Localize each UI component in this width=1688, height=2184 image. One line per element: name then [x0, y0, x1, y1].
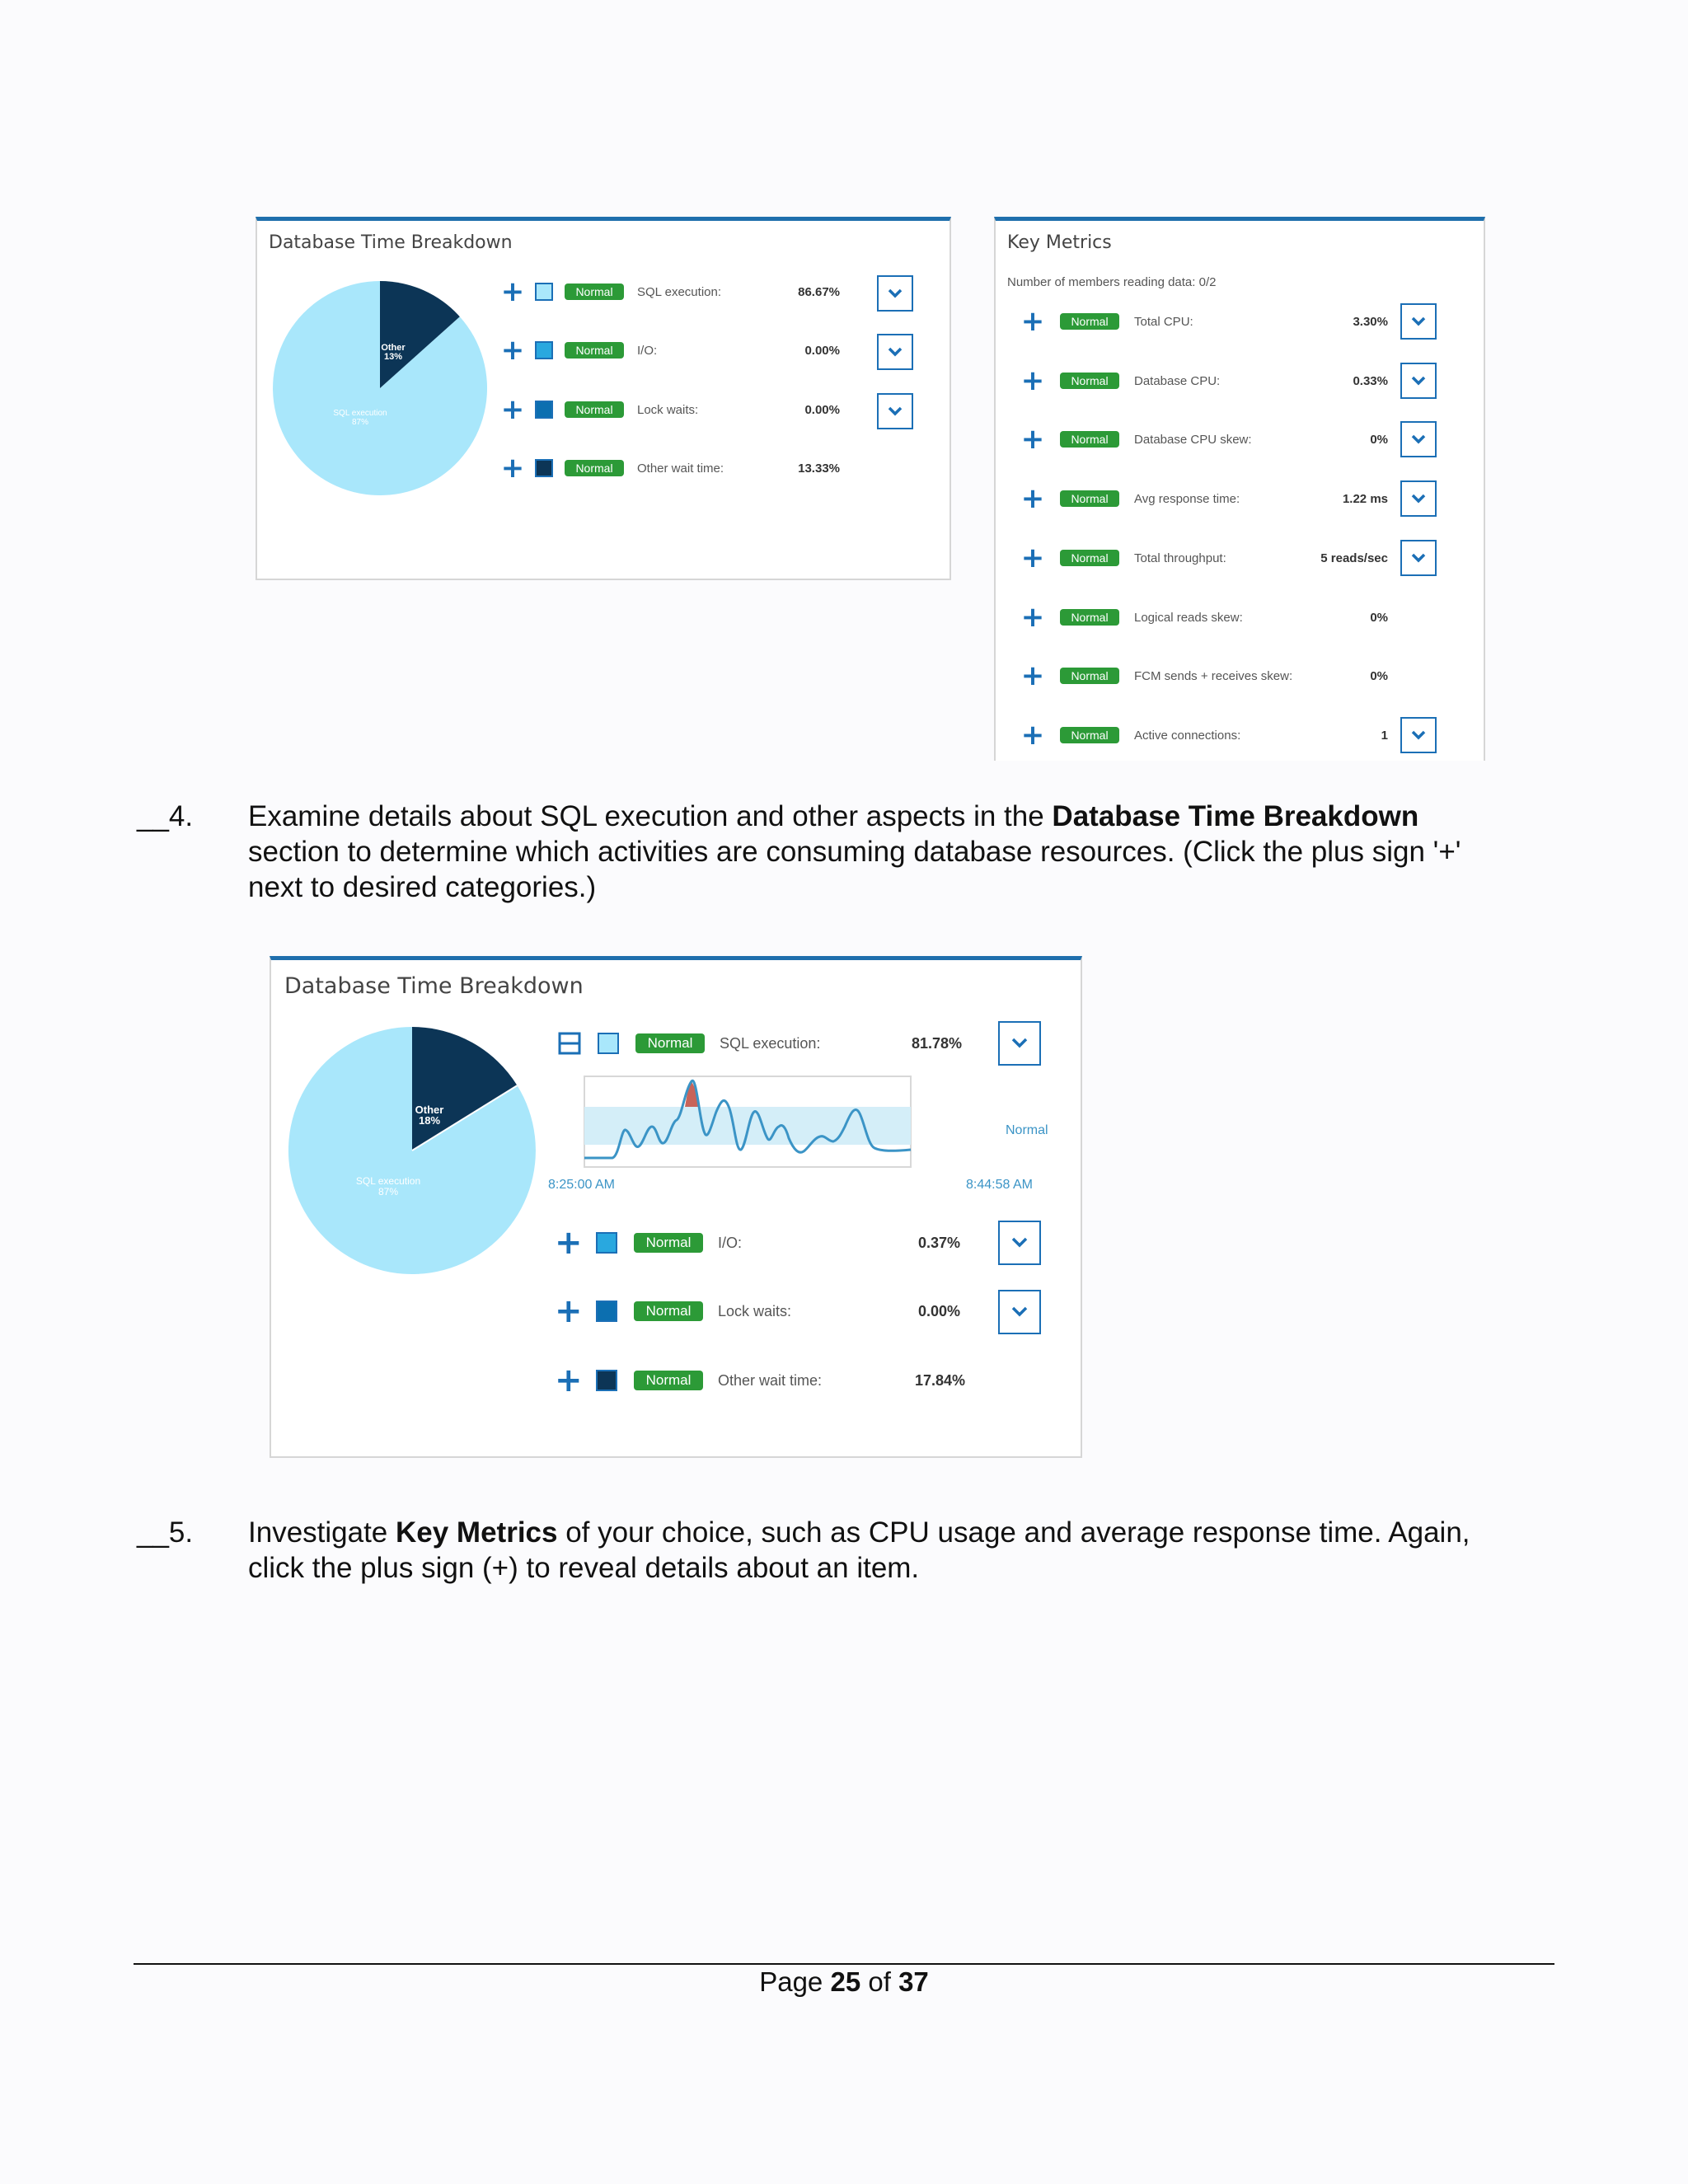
expand-plus-icon[interactable]: + [555, 1292, 583, 1330]
chevron-down-icon [887, 405, 903, 417]
metric-label: I/O: [637, 343, 658, 358]
dropdown-button[interactable] [998, 1290, 1041, 1334]
metric-value: 0.37% [917, 1234, 960, 1251]
swatch-other-wait [596, 1370, 617, 1391]
pie-label-other-pct: 18% [418, 1114, 441, 1127]
metric-label: Database CPU: [1134, 373, 1221, 388]
metric-label: Database CPU skew: [1134, 432, 1252, 447]
pie-label-other [381, 343, 406, 362]
expand-plus-icon[interactable]: + [500, 334, 525, 367]
metric-value: 0.00% [917, 1302, 960, 1319]
status-badge: Normal [565, 460, 624, 476]
db-time-breakdown-panel [256, 217, 951, 580]
current-page: 25 [830, 1966, 861, 1997]
expand-plus-icon[interactable]: + [1020, 601, 1045, 634]
expand-plus-icon[interactable]: + [1020, 482, 1045, 515]
breakdown-row-lock-waits [555, 1292, 960, 1330]
dropdown-button[interactable] [1400, 717, 1437, 753]
pie-label-other-name: Other [381, 343, 406, 353]
key-metric-row [1020, 482, 1388, 515]
pie-label-other-pct: 13% [383, 352, 403, 362]
collapse-minus-icon[interactable] [558, 1032, 581, 1055]
metric-value: 0% [1370, 668, 1388, 683]
metric-value: 17.84% [914, 1371, 965, 1389]
expand-plus-icon[interactable]: + [1020, 305, 1045, 338]
metric-label: I/O: [718, 1234, 743, 1251]
pie-label-sql-name: SQL execution [355, 1175, 421, 1187]
footer-rule [134, 1963, 1554, 1965]
metric-value: 5 reads/sec [1320, 551, 1388, 565]
chevron-down-icon [1010, 1236, 1029, 1249]
breakdown-row-io [555, 1224, 960, 1262]
status-badge: Normal [634, 1371, 703, 1390]
swatch-other-wait [535, 459, 553, 477]
sparkline-start-time: 8:25:00 AM [548, 1178, 615, 1192]
step-5-number: __5. [137, 1516, 194, 1549]
dropdown-button[interactable] [998, 1221, 1041, 1265]
dropdown-button[interactable] [1400, 421, 1437, 457]
chevron-down-icon [1010, 1037, 1029, 1050]
swatch-io [596, 1232, 617, 1254]
metric-label: Other wait time: [718, 1371, 823, 1389]
status-badge: Normal [1060, 431, 1119, 448]
status-badge: Normal [1060, 609, 1119, 626]
key-metric-row [1020, 305, 1388, 338]
status-badge: Normal [634, 1301, 703, 1321]
metric-value: 0.33% [1353, 373, 1388, 388]
step-4-number: __4. [137, 800, 194, 832]
key-metric-row [1020, 423, 1388, 456]
step-4-line3: next to desired categories.) [248, 871, 597, 903]
metric-label: Total CPU: [1134, 314, 1193, 329]
pie-label-sql-name: SQL execution [333, 409, 387, 418]
status-badge: Normal [634, 1233, 703, 1253]
metric-label: Total throughput: [1134, 551, 1226, 565]
page-number [0, 1966, 1688, 1998]
chevron-down-icon [1410, 552, 1427, 564]
expand-plus-icon[interactable]: + [555, 1361, 583, 1399]
metric-value: 0% [1370, 610, 1388, 625]
pie-label-other [415, 1104, 444, 1127]
metric-value: 86.67% [798, 284, 840, 299]
metric-value: 0.00% [804, 402, 840, 417]
expand-plus-icon[interactable]: + [1020, 541, 1045, 574]
swatch-sql-execution [598, 1033, 619, 1054]
metric-value: 1 [1381, 728, 1388, 743]
total-pages: 37 [898, 1966, 929, 1997]
expand-plus-icon[interactable]: + [1020, 364, 1045, 397]
expand-plus-icon[interactable]: + [1020, 719, 1045, 752]
key-metric-row [1020, 659, 1388, 692]
status-badge: Normal [1060, 313, 1119, 330]
chevron-down-icon [1010, 1305, 1029, 1319]
key-metric-row [1020, 719, 1388, 752]
swatch-io [535, 341, 553, 359]
step-4-line2: section to determine which activities are consuming database resources. (Click the plus sign '+' [248, 836, 1461, 868]
db-time-breakdown-expanded-panel [270, 956, 1082, 1458]
step-5-line2: click the plus sign (+) to reveal details about an item. [248, 1552, 920, 1584]
panel-title: Database Time Breakdown [269, 232, 513, 253]
sql-execution-sparkline [576, 1076, 914, 1174]
metric-value: 1.22 ms [1342, 491, 1388, 506]
status-badge: Normal [565, 342, 624, 359]
step-5-line1a: Investigate [248, 1516, 396, 1549]
metric-label: FCM sends + receives skew: [1134, 668, 1293, 683]
db-time-pie-chart [269, 277, 491, 499]
chevron-down-icon [1410, 375, 1427, 387]
status-badge: Normal [1060, 373, 1119, 389]
step-4-bold: Database Time Breakdown [1052, 800, 1419, 832]
step-4-line1: Examine details about SQL execution and other aspects in the [248, 800, 1053, 832]
status-badge: Normal [565, 284, 624, 300]
of-word: of [868, 1966, 891, 1997]
metric-value: 81.78% [911, 1034, 962, 1052]
expand-plus-icon[interactable]: + [555, 1224, 583, 1262]
metric-value: 0.00% [804, 343, 840, 358]
metric-label: SQL execution: [720, 1034, 821, 1052]
expand-plus-icon[interactable]: + [500, 452, 525, 485]
chevron-down-icon [1410, 316, 1427, 327]
dropdown-button[interactable] [1400, 480, 1437, 517]
expand-plus-icon[interactable]: + [1020, 659, 1045, 692]
chevron-down-icon [1410, 729, 1427, 741]
key-metric-row [1020, 601, 1388, 634]
status-badge: Normal [1060, 490, 1119, 507]
swatch-sql-execution [535, 283, 553, 301]
metric-label: Avg response time: [1134, 491, 1240, 506]
key-metric-row [1020, 364, 1388, 397]
breakdown-row-lock-waits [500, 393, 840, 426]
status-badge: Normal [1060, 668, 1119, 684]
step-5-line1b: of your choice, such as CPU usage and average response time. Again, [557, 1516, 1470, 1549]
dropdown-button[interactable] [877, 393, 913, 429]
metric-label: Lock waits: [637, 402, 699, 417]
expand-plus-icon[interactable]: + [500, 393, 525, 426]
dropdown-button[interactable] [998, 1021, 1041, 1066]
dropdown-button[interactable] [1400, 303, 1437, 340]
pie-label-other-name: Other [415, 1104, 444, 1116]
step-4-text [248, 799, 1567, 905]
metric-label: Other wait time: [637, 461, 724, 476]
swatch-lock-waits [535, 401, 553, 419]
breakdown-row-sql [558, 1027, 962, 1060]
sparkline-end-time: 8:44:58 AM [966, 1178, 1033, 1192]
metric-label: Active connections: [1134, 728, 1241, 743]
chevron-down-icon [887, 346, 903, 358]
dropdown-button[interactable] [877, 275, 913, 312]
db-time-pie-chart-expanded [284, 1023, 540, 1278]
status-badge: Normal [565, 401, 624, 418]
status-badge: Normal [1060, 550, 1119, 566]
sparkline-band-label: Normal [1006, 1123, 1048, 1137]
key-metric-row [1020, 541, 1388, 574]
expand-plus-icon[interactable]: + [1020, 423, 1045, 456]
dropdown-button[interactable] [877, 334, 913, 370]
metric-label: Logical reads skew: [1134, 610, 1243, 625]
pie-label-sql-pct: 87% [377, 1186, 399, 1197]
swatch-lock-waits [596, 1301, 617, 1322]
panel-title: Database Time Breakdown [284, 973, 584, 999]
metric-label: Lock waits: [718, 1302, 792, 1319]
members-reading-text: Number of members reading data: 0/2 [1007, 275, 1217, 289]
panel-title: Key Metrics [1007, 232, 1112, 253]
breakdown-row-sql [500, 275, 840, 308]
dropdown-button[interactable] [1400, 540, 1437, 576]
pie-label-sql-pct: 87% [351, 418, 369, 427]
chevron-down-icon [887, 288, 903, 299]
step-5-text [248, 1515, 1567, 1586]
chevron-down-icon [1410, 434, 1427, 445]
status-badge: Normal [635, 1033, 705, 1053]
metric-value: 0% [1370, 432, 1388, 447]
step-5-bold: Key Metrics [396, 1516, 558, 1549]
chevron-down-icon [1410, 493, 1427, 504]
metric-label: SQL execution: [637, 284, 722, 299]
dropdown-button[interactable] [1400, 363, 1437, 399]
status-badge: Normal [1060, 727, 1119, 743]
metric-value: 13.33% [798, 461, 840, 476]
breakdown-row-other-wait [555, 1361, 965, 1399]
breakdown-row-other-wait [500, 452, 840, 485]
breakdown-row-io [500, 334, 840, 367]
metric-value: 3.30% [1353, 314, 1388, 329]
expand-plus-icon[interactable]: + [500, 275, 525, 308]
page-word: Page [759, 1966, 823, 1997]
